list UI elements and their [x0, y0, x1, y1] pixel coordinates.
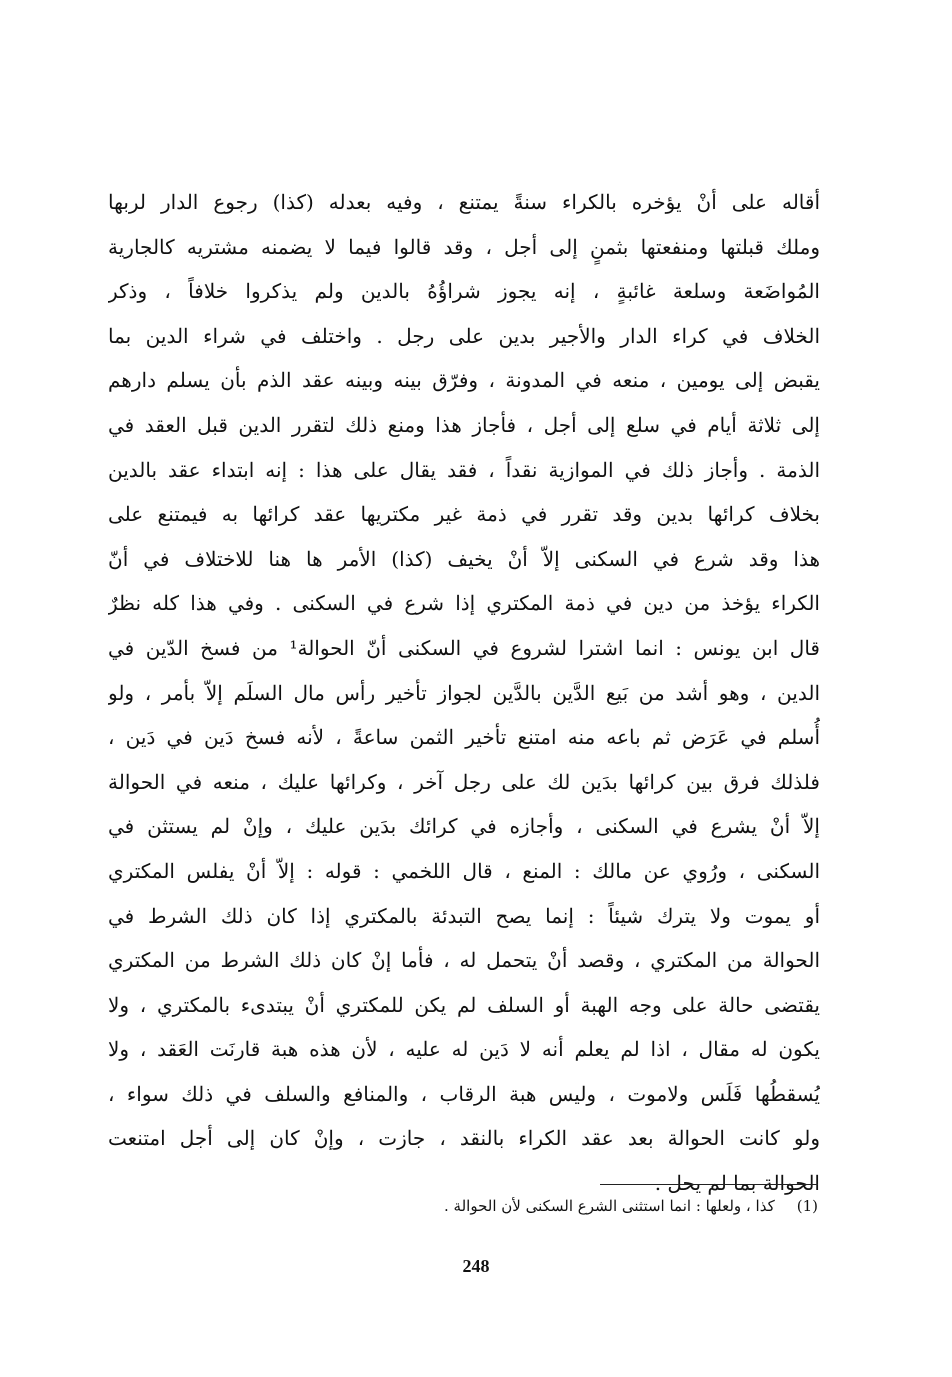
text-line: أقاله على أنْ يؤخره بالكراء سنةً يمتنع ، وفيه بعدله (كذا) رجوع الدار لربها: [108, 190, 820, 214]
text-line: قال ابن يونس : انما اشترا لشروع في السكنى أنّ الحوالة¹ من فسخ الدّين في: [108, 635, 820, 660]
text-line: الخلاف في كراء الدار والأجير بدين على رجل . واختلف في شراء الدين بما: [108, 323, 820, 348]
text-line: يكون له مقال ، اذا لم يعلم أنه لا دَين له عليه ، لأن هذه هبة قارنَت العَقد ، ولا: [108, 1037, 820, 1062]
text-line: الدين ، وهو أشد من بَيع الدَّين بالدَّين لجواز تأخير رأس مال السلَم إلاّ بأمر ، ولو: [108, 680, 820, 705]
text-line: الذمة . وأجاز ذلك في الموازية نقداً ، فقد يقال على هذا : إنه ابتداء عقد بالدين: [108, 457, 820, 482]
text-line: السكنى ، ورُوي عن مالك : المنع ، قال اللخمي : قوله : إلاّ أنْ يفلس المكتري: [108, 858, 820, 883]
text-line: فلذلك فرق بين كرائها بدَين لك على رجل آخر ، وكرائها عليك ، منعه في الحوالة: [108, 769, 820, 794]
text-line: أُسلم في عَرَض ثم باعه منه امتنع تأخير الثمن ساعةً ، لأنه فسخ دَين في دَين ،: [108, 725, 820, 750]
text-line: الكراء يؤخذ من دين في ذمة المكتري إذا شرع في السكنى . وفي هذا كله نظرٌ: [108, 591, 820, 616]
footnote-text: كذا ، ولعلها : انما استثنى الشرع السكنى لأن الحوالة .: [444, 1197, 775, 1215]
text-line: يقبض إلى يومين ، منعه في المدونة ، وفرّق بينه وبينه عقد الذم بأن يسلم دارهم: [108, 368, 820, 393]
text-line-last: الحوالة بما لم يحل .: [654, 1171, 820, 1196]
text-line: إلاّ أنْ يشرع في السكنى ، وأجازه في كرائك بدَين عليك ، وإنْ لم يستثن في: [108, 814, 820, 839]
page-number: 248: [462, 1256, 490, 1276]
body-text: [108, 180, 820, 1206]
footnote-divider: [600, 1184, 818, 1185]
text-line: بخلاف كرائها بدين وقد تقرر في ذمة غير مكتريها عقد كرائها به فيمتنع على: [108, 502, 820, 527]
footnote: [250, 1193, 818, 1219]
text-line: المُواضَعة وسلعة غائبةٍ ، إنه يجوز شراؤُهُ بالدين ولم يذكروا خلافاً ، وذكر: [108, 279, 820, 304]
text-line: يُسقطُها فَلَس ولاموت ، وليس هبة الرقاب ، والمنافع والسلف في ذلك سواء ،: [108, 1081, 820, 1106]
text-line: أو يموت ولا يترك شيئاً : إنما يصح التبدئة بالمكتري إذا كان ذلك الشرط في: [108, 903, 820, 928]
text-line: الحوالة من المكتري ، وقصد أنْ يتحمل له ، فأما إنْ كان ذلك الشرط من المكتري: [108, 948, 820, 973]
text-line: إلى ثلاثة أيام في سلع إلى أجل ، فأجاز هذا ومنع ذلك لتقرر الدين قبل العقد في: [108, 412, 820, 437]
text-line: وملك قبلتها ومنفعتها بثمنٍ إلى أجل ، وقد قالوا فيما لا يضمنه مشتريه كالجارية: [108, 234, 820, 259]
text-line: ولو كانت الحوالة بعد عقد الكراء بالنقد ، جازت ، وإنْ كان إلى أجل امتنعت: [108, 1126, 820, 1151]
text-line: يقتضى حالة على وجه الهبة أو السلف لم يكن للمكتري أنْ يبتدىء بالمكتري ، ولا: [108, 992, 820, 1017]
footnote-number: (1): [796, 1197, 818, 1215]
text-line: هذا وقد شرع في السكنى إلاّ أنْ يخيف (كذا) الأمر ها هنا للاختلاف في أنّ: [108, 546, 820, 571]
